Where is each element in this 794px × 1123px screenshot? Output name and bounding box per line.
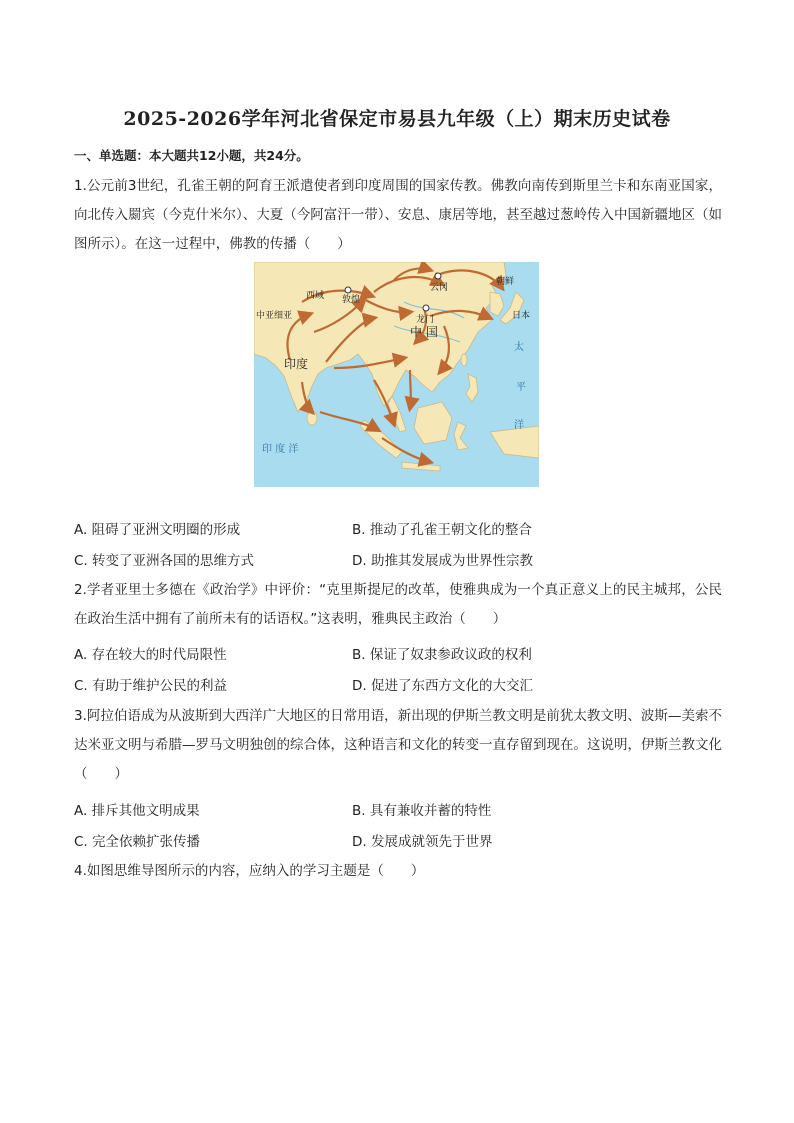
sri-lanka <box>307 411 317 425</box>
exam-title: 2025-2026学年河北省保定市易县九年级（上）期末历史试卷 <box>123 108 671 130</box>
question-4-stem: 4.如图思维导图所示的内容，应纳入的学习主题是（ ） <box>74 863 425 879</box>
q1-option-a[interactable]: A. 阻碍了亚洲文明圈的形成 <box>74 522 241 538</box>
label-central-asia: 中亚细亚 <box>256 311 293 321</box>
q2-option-b[interactable]: B. 保证了奴隶参政议政的权利 <box>352 647 532 663</box>
question-1-stem: 1.公元前3世纪，孔雀王朝的阿育王派遣使者到印度周围的国家传教。佛教向南传到斯里兰卡和东南亚国家，向北传入罽宾（今克什米尔）、大夏（今阿富汗一带）、安息、康居等地，甚至越过葱岭传入中国新疆地区（如图所示）。在这一过程中，佛教的传播（ ） <box>74 178 722 252</box>
q2-option-a[interactable]: A. 存在较大的时代局限性 <box>74 647 227 663</box>
q1-option-d[interactable]: D. 助推其发展成为世界性宗教 <box>352 553 533 569</box>
label-pacific-1: 太 <box>514 342 524 353</box>
q3-option-d[interactable]: D. 发展成就领先于世界 <box>352 834 493 850</box>
buddhism-spread-map <box>254 262 539 487</box>
label-pacific-2: 平 <box>516 382 526 393</box>
q2-option-d[interactable]: D. 促进了东西方文化的大交汇 <box>352 678 533 694</box>
label-western-regions: 西域 <box>306 291 325 301</box>
section-heading: 一、单选题：本大题共12小题，共24分。 <box>74 148 309 163</box>
spread-arrow <box>410 370 411 408</box>
taiwan <box>461 354 467 366</box>
dunhuang-marker <box>345 287 351 293</box>
q3-option-a[interactable]: A. 排斥其他文明成果 <box>74 803 200 819</box>
longmen-marker <box>423 305 429 311</box>
question-2-stem: 2.学者亚里士多德在《政治学》中评价：“克里斯提尼的改革，使雅典成为一个真正意义上的民主城邦，公民在政治生活中拥有了前所未有的话语权。”这表明，雅典民主政治（ ） <box>74 582 722 627</box>
label-dunhuang: 敦煌 <box>342 295 361 305</box>
label-indian-ocean: 印 度 洋 <box>262 444 299 455</box>
q1-option-b[interactable]: B. 推动了孔雀王朝文化的整合 <box>352 522 532 538</box>
q1-option-c[interactable]: C. 转变了亚洲各国的思维方式 <box>74 553 255 569</box>
borneo <box>414 402 452 444</box>
label-korea: 朝鲜 <box>496 277 515 287</box>
label-japan: 日本 <box>512 311 531 321</box>
label-yungang: 云冈 <box>430 283 449 293</box>
label-india: 印度 <box>284 357 309 371</box>
q3-option-b[interactable]: B. 具有兼收并蓄的特性 <box>352 803 492 819</box>
q3-option-c[interactable]: C. 完全依赖扩张传播 <box>74 834 201 850</box>
question-3-stem: 3.阿拉伯语成为从波斯到大西洋广大地区的日常用语，新出现的伊斯兰教文明是前犹太教文明、波斯—美索不达米亚文明与希腊—罗马文明独创的综合体，这种语言和文化的转变一直存留到现在。这说明，伊斯兰教文化（ ） <box>74 708 722 782</box>
label-china: 中 国 <box>410 325 438 339</box>
label-pacific-3: 洋 <box>514 420 524 431</box>
label-longmen: 龙门 <box>416 315 435 325</box>
q2-option-c[interactable]: C. 有助于维护公民的利益 <box>74 678 228 694</box>
yungang-marker <box>435 273 441 279</box>
